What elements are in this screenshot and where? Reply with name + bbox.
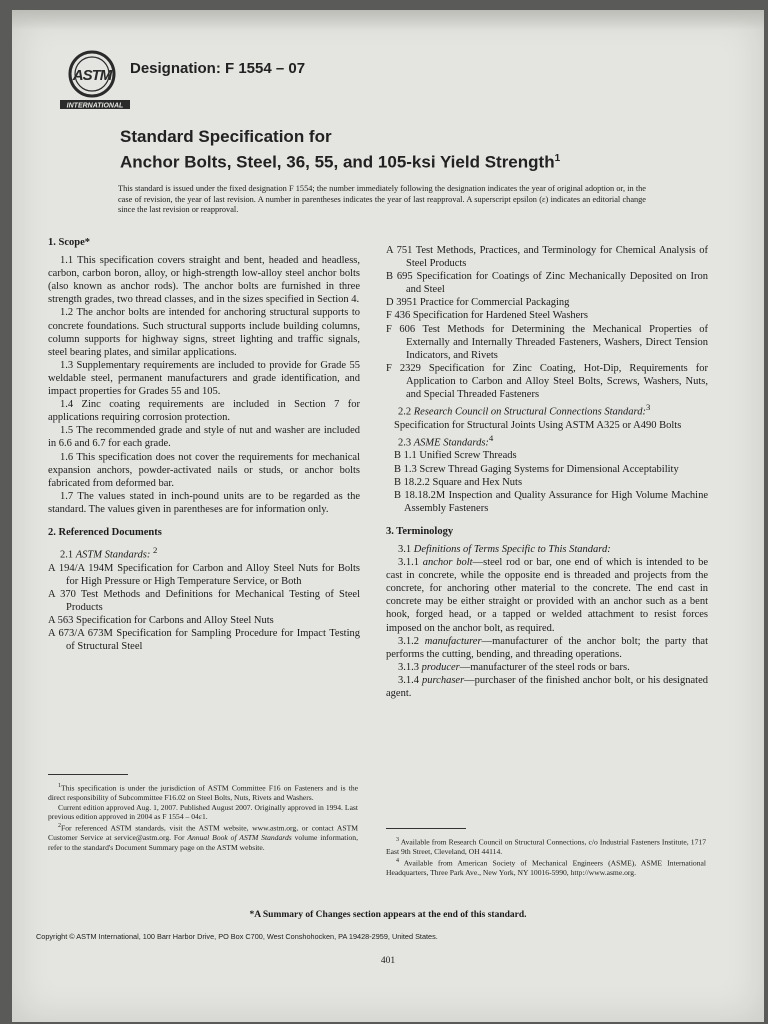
- title-line-2: [120, 148, 680, 174]
- reference-item: B 1.3 Screw Thread Gaging Systems for Dimensional Acceptability: [394, 463, 679, 475]
- footnote-mark: 2: [152, 545, 158, 556]
- document-title: [120, 126, 680, 174]
- reference-item: A 194/A 194M Specification for Carbon and Alloy Steel Nuts for Bolts for High Pressure or High Temperature Service, or Both: [48, 562, 360, 587]
- subsection-title: ASME Standards:: [413, 437, 489, 449]
- section-heading-referenced-documents: 2. Referenced Documents: [48, 526, 162, 538]
- footnote-1: [48, 782, 358, 803]
- subsection-number: 2.3: [398, 437, 412, 449]
- definition-item: [386, 661, 708, 674]
- section-heading-scope: 1. Scope*: [48, 237, 90, 248]
- footnote-2: [48, 822, 358, 852]
- footnote-text: Available from American Society of Mechanical Engineers (ASME), ASME International Headquarters, Three Park Ave., New York, NY 10016-5990, http://www.asme.org.: [386, 858, 707, 877]
- definition-term: manufacturer: [424, 635, 482, 647]
- definitions-intro: [386, 543, 708, 556]
- reference-item: B 1.1 Unified Screw Threads: [394, 450, 517, 462]
- title-footnote-mark: 1: [554, 153, 561, 164]
- footnote-text: This specification is under the jurisdiction of ASTM Committee F16 on Fasteners and is the direct responsibility of Subcommittee F16.02 on Steel Bolts, Nuts, Rivets and Washers.: [48, 783, 358, 803]
- reference-item: B 18.2.2 Square and Hex Nuts: [394, 476, 523, 488]
- definition-number: 3.1.4: [398, 674, 419, 686]
- definition-term: producer: [421, 661, 460, 673]
- definition-text: —steel rod or bar, one end of which is intended to be cast in concrete, while the opposite end is threaded and projects from the concrete, for anchoring other material to the concrete. The end cast in concrete may be either straight or provided with an anchor such as a bent hook, forged head, or a tapped or welded attachment to resist forces imposed on the anchor bolt, as required.: [386, 557, 708, 634]
- scan-shadow: [12, 10, 764, 30]
- reference-item: A 751 Test Methods, Practices, and Terminology for Chemical Analysis of Steel Products: [386, 245, 708, 270]
- definition-number: 3.1.1: [398, 557, 419, 569]
- logo-text: ASTM: [72, 67, 112, 84]
- designation: Designation: F 1554 – 07: [130, 60, 306, 77]
- left-column: [48, 236, 360, 653]
- reference-item: D 3951 Practice for Commercial Packaging: [386, 297, 570, 309]
- subsection-asme: [386, 432, 708, 450]
- reference-item: F 606 Test Methods for Determining the Mechanical Properties of Externally and Internally Threaded Fasteners, Washers, Direct Tension Indicators, and Rivets: [386, 323, 708, 361]
- scope-paragraph: 1.7 The values stated in inch-pound units are to be regarded as the standard. The values given in parentheses are for information only.: [48, 490, 360, 515]
- footnote-mark: 3: [396, 837, 399, 843]
- footnote-4: [386, 857, 706, 878]
- reference-item: A 370 Test Methods and Definitions for Mechanical Testing of Steel Products: [48, 588, 360, 613]
- reference-item: A 673/A 673M Specification for Sampling Procedure for Impact Testing of Structural Steel: [48, 628, 360, 653]
- copyright-line: Copyright © ASTM International, 100 Barr Harbor Drive, PO Box C700, West Conshohocken, PA 19428-2959, United States.: [36, 932, 438, 941]
- summary-of-changes-note: *A Summary of Changes section appears at the end of this standard.: [249, 910, 527, 920]
- logo-subtext: INTERNATIONAL: [66, 102, 124, 110]
- scope-paragraph: 1.6 This specification does not cover the requirements for mechanical expansion anchors, powder-activated nails or studs, or anchor bolts fabricated from deformed bar.: [48, 451, 360, 489]
- definition-term: anchor bolt: [422, 557, 473, 569]
- definition-item: [386, 556, 708, 635]
- definition-number: 3.1.2: [398, 635, 419, 647]
- subsection-title: ASTM Standards:: [75, 549, 151, 561]
- edition-note: Current edition approved Aug. 1, 2007. Published August 2007. Originally approved in 1994. Last previous edition approved in 2004 as F 1554 – 04ε1.: [48, 802, 358, 822]
- footnote-mark: 2: [58, 822, 61, 829]
- title-main: Anchor Bolts, Steel, 36, 55, and 105-ksi Yield Strength: [120, 152, 555, 172]
- footnote-italic: Annual Book of ASTM Standards: [187, 833, 292, 843]
- footnotes-right: [386, 836, 706, 877]
- right-column: [386, 244, 708, 700]
- reference-item: F 436 Specification for Hardened Steel Washers: [386, 310, 588, 322]
- subsection-number: 3.1: [398, 543, 412, 555]
- section-heading-terminology: 3. Terminology: [386, 525, 454, 537]
- footnote-mark: 1: [58, 783, 61, 789]
- definition-item: [386, 635, 708, 661]
- footnote-mark: 3: [646, 402, 651, 413]
- subsection-title: Definitions of Terms Specific to This Standard:: [413, 543, 611, 555]
- subsection-title: Research Council on Structural Connections Standard:: [413, 406, 646, 418]
- footnote-mark: 4: [396, 857, 399, 864]
- footnote-text: Available from Research Council on Structural Connections, c/o Industrial Fasteners Institute, 1717 East 9th Street, Cleveland, OH 44114.: [386, 837, 706, 857]
- definition-text: —purchaser of the finished anchor bolt, or his designated agent.: [386, 674, 708, 699]
- footnote-text: For referenced ASTM standards, visit the ASTM website, www.astm.org, or contact ASTM Customer Service at service@astm.org. For: [48, 823, 358, 843]
- document-page: [12, 10, 764, 1022]
- reference-item: A 563 Specification for Carbons and Alloy Steel Nuts: [48, 615, 274, 627]
- scope-paragraph: 1.1 This specification covers straight and bent, headed and headless, carbon, carbon boron, alloy, or high-strength low-alloy steel anchor bolts (also known as anchor rods). The anchor bolts are furnished in three strength grades, two thread classes, and in the sizes specified in Section 4.: [48, 255, 360, 306]
- page-number: 401: [380, 956, 396, 966]
- footnotes-left: [48, 782, 358, 852]
- subsection-number: 2.1: [60, 549, 74, 561]
- definition-term: purchaser: [421, 674, 465, 686]
- scope-paragraph: 1.2 The anchor bolts are intended for anchoring structural supports to concrete foundations. Such structural supports include building columns, column supports for highway signs, street lighting and traffic signals, steel bearing plates, and similar applications.: [48, 307, 360, 358]
- scope-paragraph: 1.5 The recommended grade and style of nut and washer are included in 6.6 and 6.7 for each grade.: [48, 425, 360, 450]
- reference-item: Specification for Structural Joints Using ASTM A325 or A490 Bolts: [394, 419, 682, 431]
- reference-item: B 18.18.2M Inspection and Quality Assurance for High Volume Machine Assembly Fasteners: [394, 489, 708, 514]
- footnote-text: volume information, refer to the standard's Document Summary page on the ASTM website.: [48, 833, 358, 852]
- subsection-number: 2.2: [398, 406, 412, 418]
- footnote-3: [386, 836, 706, 857]
- definition-number: 3.1.3: [398, 661, 419, 673]
- issuance-statement: This standard is issued under the fixed designation F 1554; the number immediately following the designation indicates the year of original adoption or, in the case of revision, the year of last revision. A number in parentheses indicates the year of last reapproval. A superscript epsilon (ε) indicates an editorial change since the last revision or reapproval.: [118, 184, 646, 214]
- footnote-mark: 4: [488, 432, 494, 443]
- subsection-rcsc: [386, 401, 708, 419]
- footnote-rule-left: [48, 774, 128, 775]
- reference-item: B 695 Specification for Coatings of Zinc Mechanically Deposited on Iron and Steel: [386, 271, 708, 296]
- footnote-rule-right: [386, 828, 466, 829]
- reference-item: F 2329 Specification for Zinc Coating, Hot-Dip, Requirements for Application to Carbon and Alloy Steel Bolts, Screws, Washers, Nuts, and Special Threaded Fasteners: [386, 362, 708, 401]
- astm-logo: [56, 48, 130, 112]
- subsection-astm-standards: [60, 544, 360, 562]
- definition-item: [386, 674, 708, 700]
- title-line-1: Standard Specification for: [120, 127, 332, 146]
- definition-text: —manufacturer of the steel rods or bars.: [459, 661, 630, 673]
- scope-paragraph: 1.3 Supplementary requirements are included to provide for Grade 55 weldable steel, permanent manufacturers and grade identification, and impact properties for Grades 55 and 105.: [48, 359, 360, 398]
- scope-paragraph: 1.4 Zinc coating requirements are included in Section 7 for applications requiring corrosion protection.: [48, 399, 360, 424]
- definition-text: —manufacturer of the anchor bolt; the party that performs the cutting, bending, and threading operations.: [386, 635, 708, 660]
